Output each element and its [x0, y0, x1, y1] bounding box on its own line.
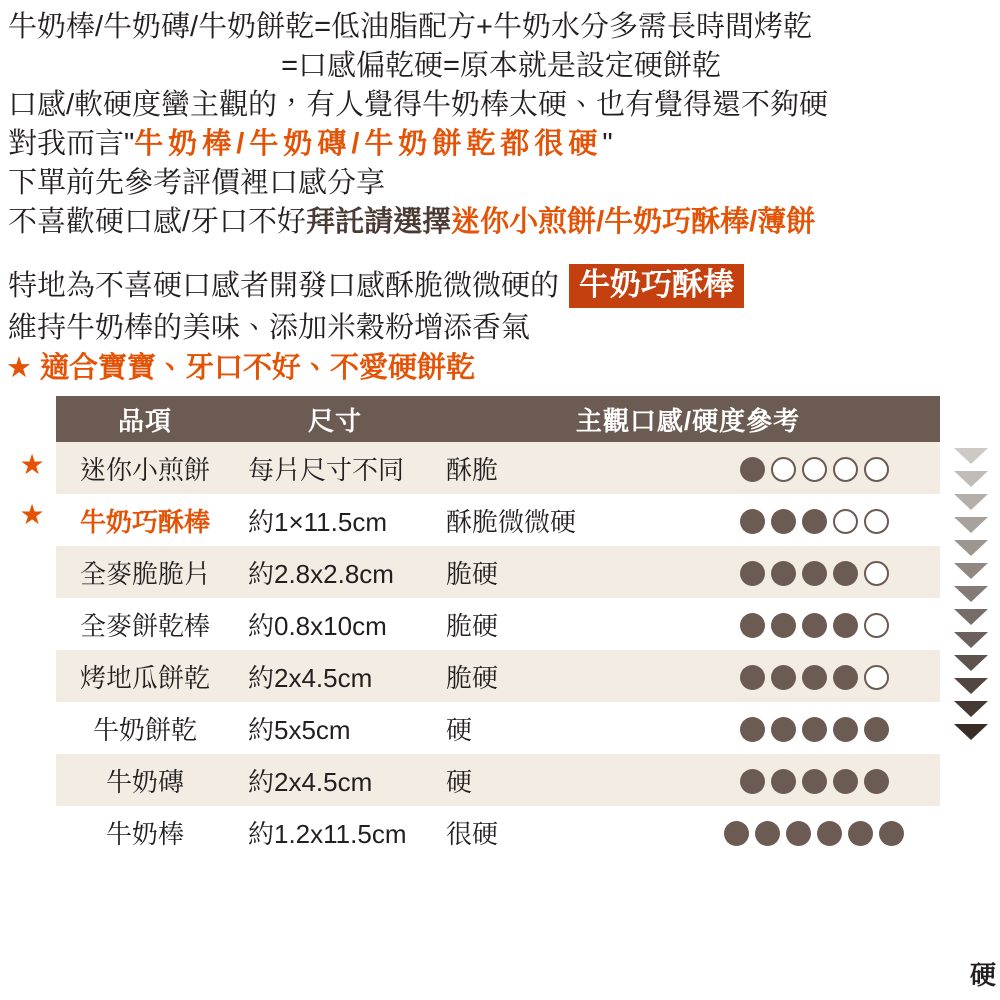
hardness-dot-filled	[833, 769, 858, 794]
cell-feel: 很硬	[436, 806, 688, 858]
star-marker: ★	[19, 449, 45, 480]
hardness-dot-filled	[771, 613, 796, 638]
intro-line-4-suffix: "	[602, 128, 613, 160]
cell-item: 牛奶磚	[56, 754, 234, 806]
intro-block	[0, 0, 1000, 242]
hardness-arrow	[954, 701, 988, 717]
cell-feel: 脆硬	[436, 546, 688, 598]
cell-size: 約1×11.5cm	[234, 494, 436, 546]
hardness-dot-filled	[724, 821, 749, 846]
cell-size: 約0.8x10cm	[234, 598, 436, 650]
hardness-dot-filled	[771, 665, 796, 690]
hardness-dot-filled	[771, 717, 796, 742]
hardness-dot-filled	[802, 613, 827, 638]
table-row	[56, 442, 940, 494]
hardness-arrow	[954, 632, 988, 648]
star-marker	[8, 540, 56, 590]
intro-line-5: 下單前先參考評價裡口感分享	[8, 167, 386, 199]
hardness-dot-filled	[833, 561, 858, 586]
star-marker: ★	[19, 499, 45, 530]
cell-size: 約2.8x2.8cm	[234, 546, 436, 598]
cell-hardness-dots	[688, 442, 940, 494]
highlight-product-badge: 牛奶巧酥棒	[569, 264, 744, 308]
cell-item: 牛奶棒	[56, 806, 234, 858]
cell-hardness-dots	[688, 754, 940, 806]
intro-line-2: =口感偏乾硬=原本就是設定硬餅乾	[281, 50, 721, 82]
hardness-dot-filled	[833, 665, 858, 690]
star-marker	[8, 790, 56, 840]
star-marker	[8, 740, 56, 790]
cell-item: 烤地瓜餅乾	[56, 650, 234, 702]
hardness-dot-filled	[802, 769, 827, 794]
highlight-row	[0, 264, 1000, 308]
cell-feel: 硬	[436, 702, 688, 754]
hardness-dot-filled	[802, 561, 827, 586]
cell-hardness-dots	[688, 546, 940, 598]
hardness-arrow	[954, 540, 988, 556]
hardness-dot-filled	[740, 613, 765, 638]
intro-line-4-prefix: 對我而言"	[8, 128, 135, 160]
hardness-dot-filled	[755, 821, 780, 846]
intro-line-6-orange: 迷你小煎餅/牛奶巧酥棒/薄餅	[451, 206, 816, 238]
hardness-dot-empty	[864, 509, 889, 534]
hardness-dot-filled	[833, 717, 858, 742]
hardness-scale-label: 硬	[969, 960, 996, 990]
hardness-dot-filled	[802, 717, 827, 742]
hardness-dot-empty	[864, 613, 889, 638]
intro-line-6	[8, 203, 994, 242]
hardness-dot-filled	[848, 821, 873, 846]
hardness-dot-empty	[833, 509, 858, 534]
hardness-dot-filled	[771, 561, 796, 586]
cell-hardness-dots	[688, 494, 940, 546]
hardness-arrow	[954, 609, 988, 625]
hardness-dot-filled	[802, 665, 827, 690]
spacer	[0, 242, 1000, 264]
cell-size: 約5x5cm	[234, 702, 436, 754]
intro-line-6-bold: 拜託請選擇	[306, 206, 452, 238]
highlight-star-line: ★ 適合寶寶、牙口不好、不愛硬餅乾	[6, 352, 476, 384]
cell-item: 迷你小煎餅	[56, 442, 234, 494]
hardness-dot-empty	[864, 561, 889, 586]
hardness-dot-filled	[740, 665, 765, 690]
hardness-dot-empty	[864, 457, 889, 482]
hardness-arrow	[954, 724, 988, 740]
intro-line-4	[8, 125, 994, 164]
table-row	[56, 546, 940, 598]
hardness-dot-filled	[802, 509, 827, 534]
hardness-dot-empty	[771, 457, 796, 482]
star-marker	[8, 640, 56, 690]
hardness-dot-filled	[771, 509, 796, 534]
hardness-dot-filled	[771, 769, 796, 794]
cell-item: 全麥餅乾棒	[56, 598, 234, 650]
table-row	[56, 702, 940, 754]
cell-size: 約2x4.5cm	[234, 754, 436, 806]
hardness-arrow-scale	[948, 448, 994, 747]
hardness-dot-empty	[864, 665, 889, 690]
hardness-arrow	[954, 586, 988, 602]
table-row	[56, 650, 940, 702]
intro-line-3: 口感/軟硬度蠻主觀的，有人覺得牛奶棒太硬、也有覺得還不夠硬	[8, 89, 829, 121]
hardness-arrow	[954, 517, 988, 533]
table-header-row	[56, 396, 940, 442]
hardness-dot-filled	[817, 821, 842, 846]
intro-line-4-emphasis: 牛奶棒/牛奶磚/牛奶餅乾都很硬	[134, 128, 603, 160]
cell-hardness-dots	[688, 702, 940, 754]
cell-size: 約2x4.5cm	[234, 650, 436, 702]
cell-size: 約1.2x11.5cm	[234, 806, 436, 858]
hardness-arrow	[954, 678, 988, 694]
hardness-dot-filled	[740, 717, 765, 742]
cell-feel: 脆硬	[436, 650, 688, 702]
comparison-table	[56, 396, 940, 858]
cell-hardness-dots	[688, 806, 940, 858]
hardness-dot-filled	[740, 509, 765, 534]
column-header-item: 品項	[56, 396, 234, 442]
cell-item: 牛奶餅乾	[56, 702, 234, 754]
cell-feel: 酥脆微微硬	[436, 494, 688, 546]
star-marker	[8, 590, 56, 640]
cell-item: 牛奶巧酥棒	[56, 494, 234, 546]
cell-size: 每片尺寸不同	[234, 442, 436, 494]
intro-line-6-prefix: 不喜歡硬口感/牙口不好	[8, 206, 307, 238]
table-row	[56, 598, 940, 650]
hardness-dot-empty	[833, 457, 858, 482]
table-row	[56, 494, 940, 546]
cell-feel: 酥脆	[436, 442, 688, 494]
cell-feel: 脆硬	[436, 598, 688, 650]
comparison-table-wrap	[0, 396, 1000, 858]
hardness-dot-filled	[864, 769, 889, 794]
cell-hardness-dots	[688, 598, 940, 650]
hardness-dot-filled	[740, 457, 765, 482]
column-header-texture: 主觀口感/硬度參考	[436, 396, 940, 442]
hardness-arrow	[954, 563, 988, 579]
hardness-arrow	[954, 494, 988, 510]
star-marker	[8, 690, 56, 740]
table-row	[56, 754, 940, 806]
highlight-lead-text: 特地為不喜硬口感者開發口感酥脆微微硬的	[8, 270, 560, 302]
hardness-arrow	[954, 448, 988, 464]
hardness-arrow	[954, 471, 988, 487]
hardness-dot-filled	[864, 717, 889, 742]
hardness-dot-filled	[740, 769, 765, 794]
star-marker-column	[8, 440, 56, 840]
hardness-dot-filled	[786, 821, 811, 846]
hardness-arrow	[954, 655, 988, 671]
cell-feel: 硬	[436, 754, 688, 806]
column-header-size: 尺寸	[234, 396, 436, 442]
cell-hardness-dots	[688, 650, 940, 702]
highlight-subtext: 維持牛奶棒的美味、添加米穀粉增添香氣	[8, 312, 531, 344]
intro-line-1: 牛奶棒/牛奶磚/牛奶餅乾=低油脂配方+牛奶水分多需長時間烤乾	[8, 11, 812, 43]
hardness-dot-filled	[879, 821, 904, 846]
hardness-dot-filled	[740, 561, 765, 586]
cell-item: 全麥脆脆片	[56, 546, 234, 598]
hardness-dot-filled	[833, 613, 858, 638]
table-row	[56, 806, 940, 858]
hardness-dot-empty	[802, 457, 827, 482]
